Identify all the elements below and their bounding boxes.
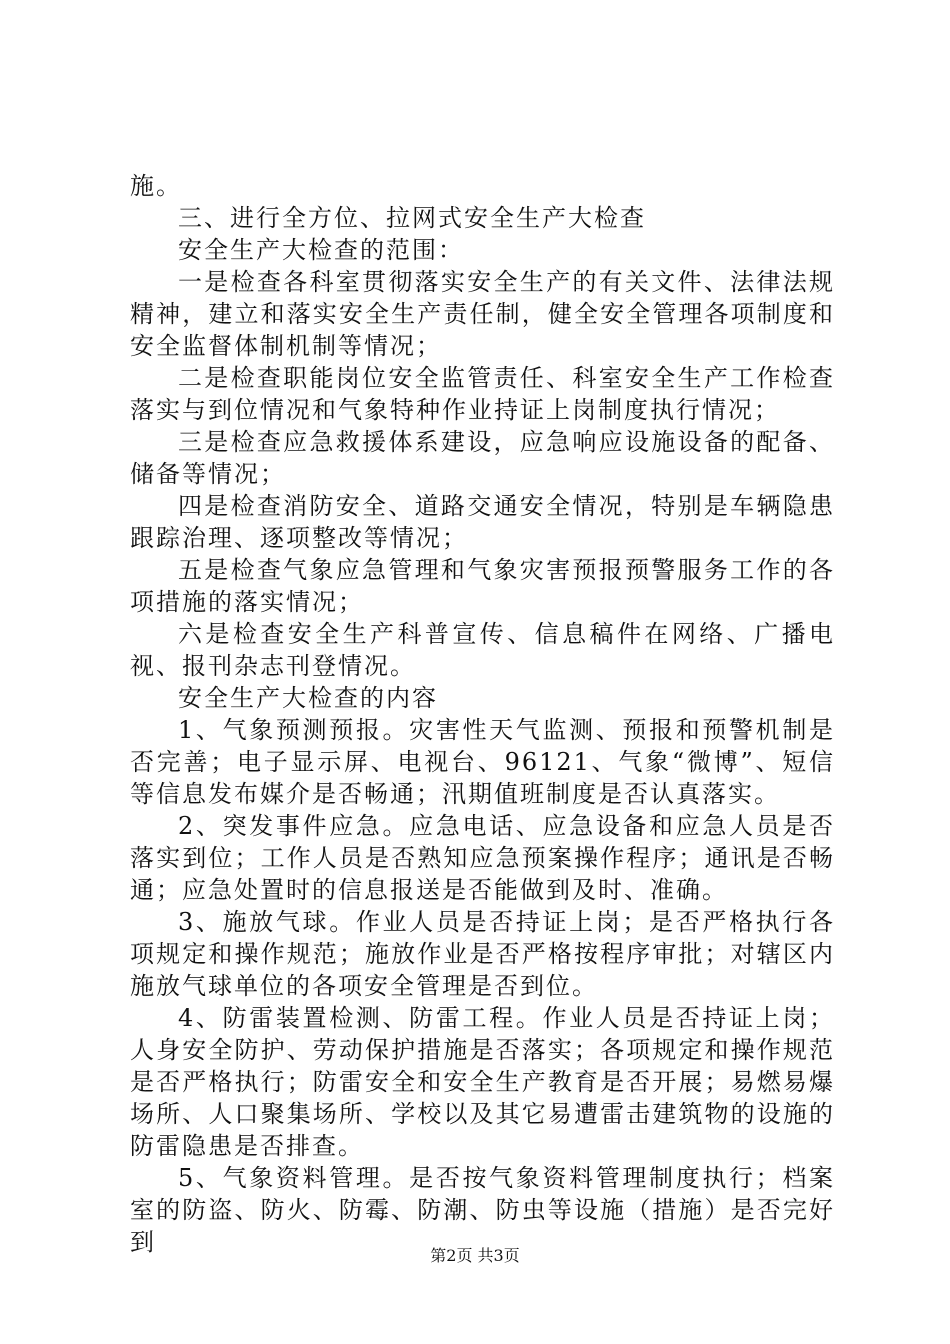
page-footer <box>0 1246 950 1266</box>
subsection-heading: 安全生产大检查的内容 <box>178 684 438 712</box>
subsection-heading: 安全生产大检查的范围： <box>178 236 464 264</box>
paragraph: 五是检查气象应急管理和气象灾害预报预警服务工作的各项措施的落实情况； <box>130 556 835 616</box>
paragraph: 六是检查安全生产科普宣传、信息稿件在网络、广播电视、报刊杂志刊登情况。 <box>130 620 835 680</box>
paragraph: 2、突发事件应急。应急电话、应急设备和应急人员是否落实到位；工作人员是否熟知应急预案操作程序；通讯是否畅通；应急处置时的信息报送是否能做到及时、准确。 <box>130 812 835 904</box>
page-number: 第2页 共3页 <box>430 1246 520 1265</box>
paragraph: 3、施放气球。作业人员是否持证上岗；是否严格执行各项规定和操作规范；施放作业是否严格按程序审批；对辖区内施放气球单位的各项安全管理是否到位。 <box>130 908 835 1000</box>
paragraph: 5、气象资料管理。是否按气象资料管理制度执行；档案室的防盗、防火、防霉、防潮、防虫等设施（措施）是否完好到 <box>130 1164 835 1256</box>
paragraph: 三是检查应急救援体系建设，应急响应设施设备的配备、储备等情况； <box>130 428 835 488</box>
paragraph: 四是检查消防安全、道路交通安全情况，特别是车辆隐患跟踪治理、逐项整改等情况； <box>130 492 835 552</box>
document-body <box>130 170 835 1258</box>
paragraph: 1、气象预测预报。灾害性天气监测、预报和预警机制是否完善；电子显示屏、电视台、96121、气象“微博”、短信等信息发布媒介是否畅通；汛期值班制度是否认真落实。 <box>130 716 835 808</box>
paragraph: 一是检查各科室贯彻落实安全生产的有关文件、法律法规精神，建立和落实安全生产责任制，健全安全管理各项制度和安全监督体制机制等情况； <box>130 268 835 360</box>
paragraph: 4、防雷装置检测、防雷工程。作业人员是否持证上岗；人身安全防护、劳动保护措施是否落实；各项规定和操作规范是否严格执行；防雷安全和安全生产教育是否开展；易燃易爆场所、人口聚集场所、学校以及其它易遭雷击建筑物的设施的防雷隐患是否排查。 <box>130 1004 835 1160</box>
paragraph: 二是检查职能岗位安全监管责任、科室安全生产工作检查落实与到位情况和气象特种作业持证上岗制度执行情况； <box>130 364 835 424</box>
section-heading: 三、进行全方位、拉网式安全生产大检查 <box>178 204 646 232</box>
paragraph: 施。 <box>130 172 182 200</box>
